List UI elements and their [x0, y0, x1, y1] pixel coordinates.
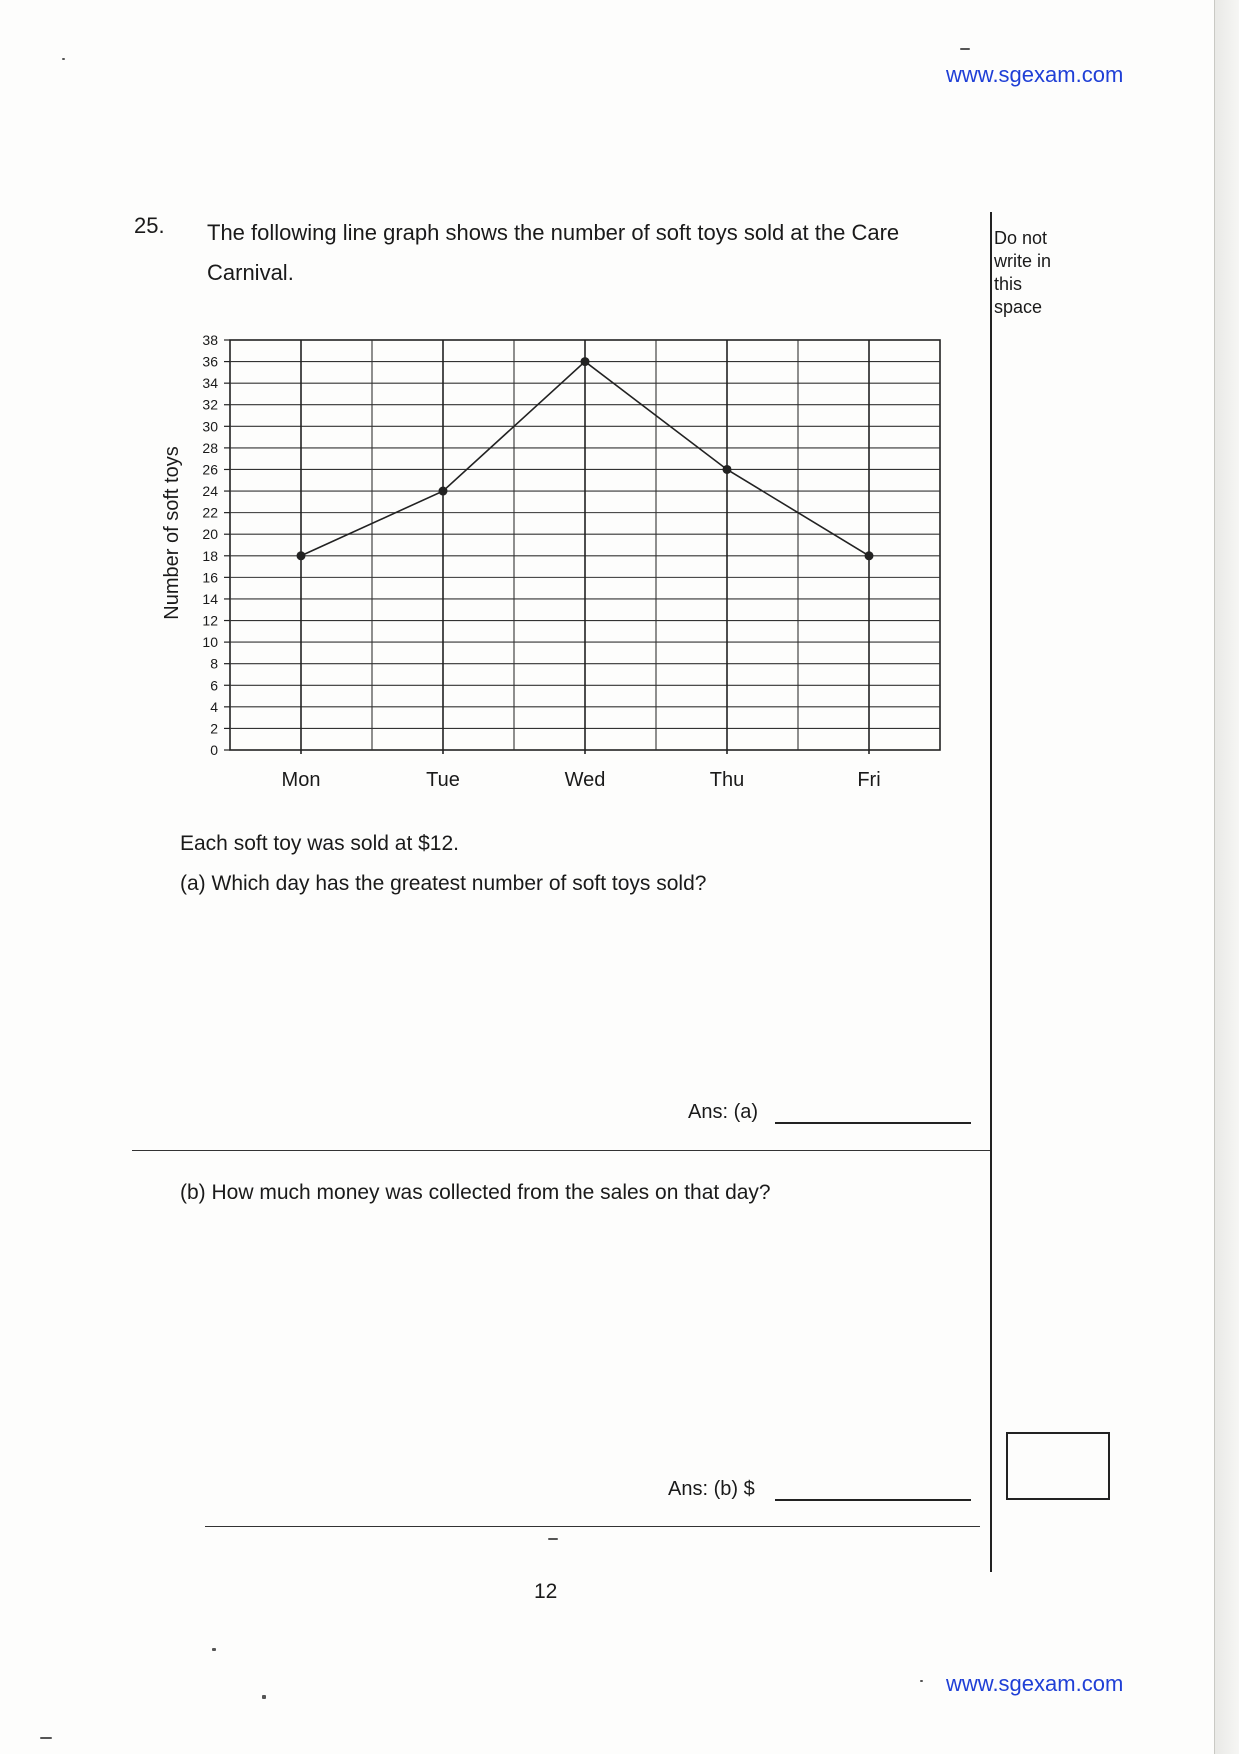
y-tick-label: 6	[210, 677, 218, 694]
x-tick-label: Thu	[709, 769, 745, 791]
scan-speck	[40, 1737, 52, 1739]
bottom-divider	[205, 1526, 980, 1527]
scan-speck	[960, 48, 970, 50]
margin-note	[994, 227, 1074, 319]
data-point	[723, 465, 732, 474]
y-tick-label: 2	[210, 720, 218, 737]
scan-speck	[262, 1695, 266, 1699]
y-tick-label: 12	[202, 612, 218, 629]
y-tick-label: 22	[202, 504, 218, 521]
y-tick-label: 4	[210, 698, 218, 715]
y-tick-label: 10	[202, 634, 218, 651]
scan-speck	[920, 1680, 923, 1682]
marks-box	[1006, 1432, 1110, 1500]
question-number: 25.	[134, 213, 165, 238]
answer-b-line[interactable]	[775, 1499, 971, 1501]
y-tick-label: 28	[202, 439, 218, 456]
y-tick-label: 8	[210, 655, 218, 672]
data-point	[581, 357, 590, 366]
data-point	[439, 487, 448, 496]
y-tick-label: 26	[202, 461, 218, 478]
answer-b-label: Ans: (b) $	[668, 1478, 755, 1500]
footer-site-link[interactable]: www.sgexam.com	[946, 1671, 1124, 1696]
y-tick-label: 20	[202, 526, 218, 543]
section-divider	[132, 1150, 990, 1151]
margin-rule	[990, 212, 992, 1572]
scan-speck	[62, 58, 65, 60]
scan-speck	[212, 1648, 216, 1651]
question-part-a: (a) Which day has the greatest number of soft toys sold?	[180, 872, 707, 895]
margin-note-text: Do not write in this space	[994, 228, 1052, 317]
question-part-b: (b) How much money was collected from the sales on that day?	[180, 1181, 771, 1204]
y-tick-label: 38	[202, 332, 218, 348]
y-tick-label: 18	[202, 547, 218, 564]
price-info: Each soft toy was sold at $12.	[180, 832, 459, 855]
answer-a-line[interactable]	[775, 1122, 971, 1124]
y-axis-label: Number of soft toys	[161, 446, 183, 620]
x-tick-label: Wed	[564, 769, 606, 791]
y-tick-label: 24	[202, 483, 218, 500]
y-tick-label: 16	[202, 569, 218, 586]
x-tick-label: Mon	[281, 769, 321, 791]
question-text: The following line graph shows the number of soft toys sold at the Care Carnival.	[207, 220, 900, 285]
page-number: 12	[534, 1580, 558, 1603]
answer-a-label: Ans: (a)	[688, 1101, 759, 1123]
y-tick-label: 32	[202, 396, 218, 413]
y-tick-label: 14	[202, 590, 218, 607]
x-tick-label: Tue	[426, 769, 460, 791]
line-chart	[140, 322, 970, 802]
header-site-link[interactable]: www.sgexam.com	[946, 62, 1124, 87]
y-tick-label: 30	[202, 418, 218, 435]
data-point	[297, 551, 306, 560]
y-tick-label: 36	[202, 353, 218, 370]
y-tick-label: 0	[210, 742, 218, 758]
page-edge	[1214, 0, 1239, 1754]
x-tick-label: Fri	[857, 769, 881, 791]
data-point	[865, 551, 874, 560]
y-tick-label: 34	[202, 375, 218, 392]
scan-speck	[548, 1538, 558, 1540]
